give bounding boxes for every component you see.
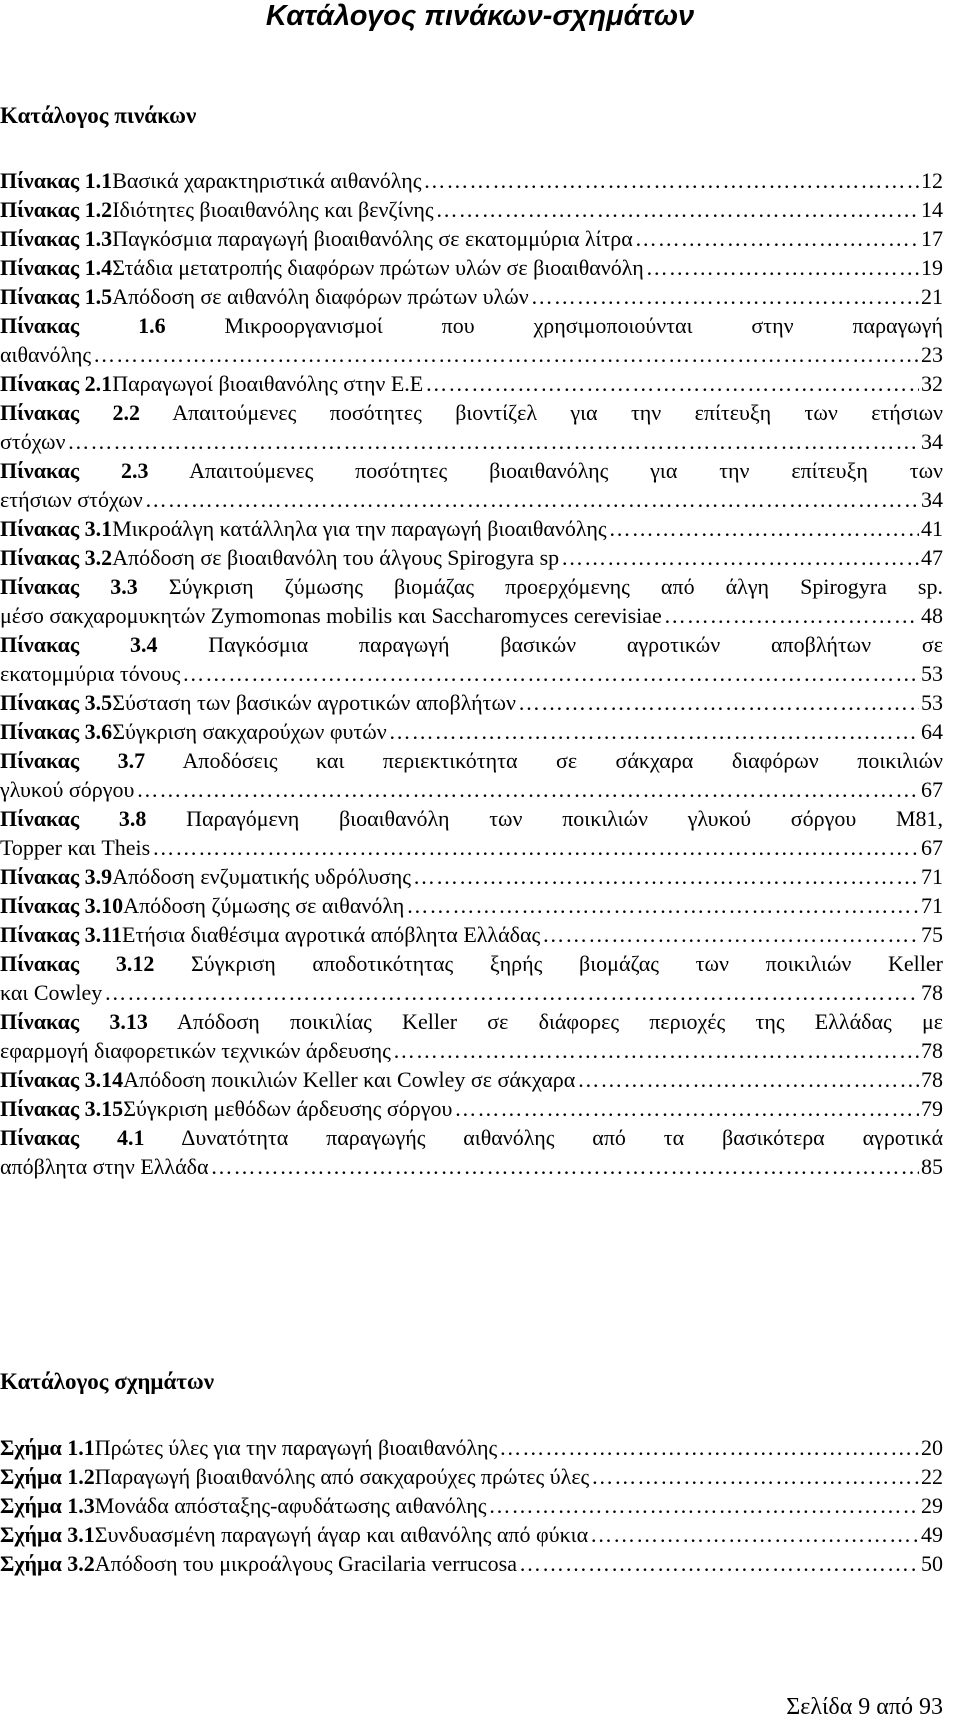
dot-leader (211, 1152, 919, 1181)
entry-label: Πίνακας 3.8 (0, 806, 147, 831)
table-entry (0, 688, 943, 717)
entry-line (0, 804, 943, 833)
entry-line (0, 340, 943, 369)
entry-title: Απόδοση του μικροάλγους Gracilaria verrucosa (94, 1551, 517, 1576)
tables-heading: Κατάλογος πινάκων (0, 103, 197, 128)
entry-title: Ετήσια διαθέσιμα αγροτικά απόβλητα Ελλάδας (121, 922, 541, 947)
entry-title: στόχων (0, 429, 66, 454)
dot-leader (136, 775, 919, 804)
dot-leader (93, 340, 919, 369)
dot-leader (423, 166, 919, 195)
entry-line (0, 978, 943, 1007)
entry-label: Πίνακας 3.13 (0, 1009, 148, 1034)
table-entry (0, 891, 943, 920)
table-entry (0, 1065, 943, 1094)
entry-page-number: 29 (921, 1493, 943, 1518)
entry-line (0, 630, 943, 659)
entry-title: Παγκόσμια παραγωγή βιοαιθανόλης σε εκατομμύρια λίτρα (112, 226, 633, 251)
entry-title: Απαιτούμενες ποσότητες βιοαιθανόλης για την επίτευξη των (189, 458, 943, 483)
entry-title: Απόδοση ζύμωσης σε αιθανόλη (123, 893, 405, 918)
entry-title: Αποδόσεις και περιεκτικότητα σε σάκχαρα διαφόρων ποικιλιών (182, 748, 943, 773)
table-entry (0, 282, 943, 311)
table-entry (0, 920, 943, 949)
entry-label: Πίνακας 1.4 (0, 255, 113, 280)
entry-label: Σχήμα 3.2 (0, 1551, 95, 1576)
entry-line (0, 1462, 943, 1491)
dot-leader (646, 253, 919, 282)
table-entry (0, 949, 943, 1007)
entry-page-number: 53 (921, 690, 943, 715)
entry-label: Πίνακας 2.2 (0, 400, 141, 425)
dot-leader (104, 978, 919, 1007)
entry-page-number: 78 (921, 1067, 943, 1092)
table-entry (0, 543, 943, 572)
entry-line (0, 282, 943, 311)
dot-leader (152, 833, 919, 862)
figure-entry (0, 1549, 943, 1578)
entry-label: Πίνακας 3.3 (0, 574, 138, 599)
entry-line (0, 1152, 943, 1181)
entry-label: Πίνακας 2.1 (0, 371, 113, 396)
entry-title: Πρώτες ύλες για την παραγωγή βιοαιθανόλης (94, 1435, 498, 1460)
entry-line (0, 688, 943, 717)
entry-line (0, 659, 943, 688)
entry-line (0, 949, 943, 978)
dot-leader (590, 1520, 919, 1549)
entry-page-number: 75 (921, 922, 943, 947)
entry-line (0, 1549, 943, 1578)
entry-page-number: 41 (921, 516, 943, 541)
entry-line (0, 456, 943, 485)
entry-label: Πίνακας 3.11 (0, 922, 122, 947)
dot-leader (425, 369, 919, 398)
dot-leader (145, 485, 919, 514)
dot-leader (393, 1036, 919, 1065)
entry-label: Πίνακας 3.4 (0, 632, 158, 657)
figures-list (0, 1433, 943, 1578)
dot-leader (591, 1462, 919, 1491)
entry-title: Topper και Theis (0, 835, 151, 860)
entry-line (0, 369, 943, 398)
entry-title: Παραγόμενη βιοαιθανόλη των ποικιλιών γλυκού σόργου M81, (186, 806, 944, 831)
dot-leader (499, 1433, 919, 1462)
entry-page-number: 17 (921, 226, 943, 251)
table-entry (0, 311, 943, 369)
table-entry (0, 1007, 943, 1065)
entry-label: Πίνακας 1.5 (0, 284, 113, 309)
entry-page-number: 67 (921, 835, 943, 860)
page-title: Κατάλογος πινάκων-σχημάτων (265, 0, 695, 32)
entry-line (0, 398, 943, 427)
entry-line (0, 1007, 943, 1036)
dot-leader (436, 195, 919, 224)
entry-label: Πίνακας 3.14 (0, 1067, 124, 1092)
table-entry (0, 195, 943, 224)
entry-title: Απόδοση σε βιοαιθανόλη του άλγους Spirogyra sp (112, 545, 560, 570)
entry-title: Στάδια μετατροπής διαφόρων πρώτων υλών σε βιοαιθανόλη (112, 255, 644, 280)
entry-line (0, 514, 943, 543)
figure-entry (0, 1433, 943, 1462)
entry-page-number: 34 (921, 429, 943, 454)
entry-label: Πίνακας 3.5 (0, 690, 113, 715)
table-entry (0, 398, 943, 456)
entry-title: Απόδοση ποικιλιών Keller και Cowley σε σάκχαρα (123, 1067, 576, 1092)
table-entry (0, 572, 943, 630)
table-entry (0, 717, 943, 746)
entry-title: Σύγκριση σακχαρούχων φυτών (112, 719, 387, 744)
entry-title: Βασικά χαρακτηριστικά αιθανόλης (112, 168, 422, 193)
entry-title: Σύγκριση αποδοτικότητας ξηρής βιομάζας των ποικιλιών Keller (191, 951, 943, 976)
entry-title: Μικροοργανισμοί που χρησιμοποιούνται στην παραγωγή (224, 313, 944, 338)
entry-label: Πίνακας 3.15 (0, 1096, 124, 1121)
entry-title: απόβλητα στην Ελλάδα (0, 1154, 209, 1179)
entry-label: Πίνακας 3.6 (0, 719, 113, 744)
table-entry (0, 456, 943, 514)
table-entry (0, 166, 943, 195)
dot-leader (67, 427, 919, 456)
dot-leader (609, 514, 919, 543)
entry-title: Μικροάλγη κατάλληλα για την παραγωγή βιοαιθανόλης (112, 516, 607, 541)
entry-title: Σύγκριση ζύμωσης βιομάζας προερχόμενης από άλγη Spirogyra sp. (168, 574, 943, 599)
entry-label: Πίνακας 3.10 (0, 893, 124, 918)
entry-page-number: 79 (921, 1096, 943, 1121)
entry-title: αιθανόλης (0, 342, 92, 367)
entry-title: Απόδοση ποικιλίας Keller σε διάφορες περιοχές της Ελλάδας με (176, 1009, 943, 1034)
entry-line (0, 485, 943, 514)
entry-label: Πίνακας 1.3 (0, 226, 113, 251)
entry-title: Ιδιότητες βιοαιθανόλης και βενζίνης (112, 197, 434, 222)
dot-leader (561, 543, 919, 572)
dot-leader (454, 1094, 919, 1123)
entry-line (0, 253, 943, 282)
figures-heading: Κατάλογος σχημάτων (0, 1369, 214, 1394)
table-entry (0, 369, 943, 398)
entry-page-number: 50 (921, 1551, 943, 1576)
entry-line (0, 1520, 943, 1549)
entry-label: Πίνακας 3.1 (0, 516, 113, 541)
dot-leader (406, 891, 919, 920)
entry-page-number: 64 (921, 719, 943, 744)
entry-title: Απόδοση σε αιθανόλη διαφόρων πρώτων υλών (112, 284, 529, 309)
dot-leader (413, 862, 919, 891)
entry-line (0, 224, 943, 253)
entry-title: Απαιτούμενες ποσότητες βιοντίζελ για την επίτευξη των ετήσιων (172, 400, 943, 425)
table-entry (0, 862, 943, 891)
entry-page-number: 47 (921, 545, 943, 570)
entry-line (0, 1123, 943, 1152)
table-entry (0, 514, 943, 543)
table-entry (0, 253, 943, 282)
entry-page-number: 21 (921, 284, 943, 309)
entry-line (0, 601, 943, 630)
entry-label: Σχήμα 1.2 (0, 1464, 95, 1489)
entry-line (0, 311, 943, 340)
entry-line (0, 1491, 943, 1520)
entry-title: Απόδοση ενζυματικής υδρόλυσης (112, 864, 411, 889)
entry-line (0, 717, 943, 746)
entry-title: Δυνατότητα παραγωγής αιθανόλης από τα βασικότερα αγροτικά (181, 1125, 943, 1150)
table-entry (0, 804, 943, 862)
entry-line (0, 1036, 943, 1065)
entry-label: Πίνακας 1.1 (0, 168, 113, 193)
dot-leader (542, 920, 919, 949)
entry-title: εφαρμογή διαφορετικών τεχνικών άρδευσης (0, 1038, 391, 1063)
entry-page-number: 20 (921, 1435, 943, 1460)
entry-page-number: 49 (921, 1522, 943, 1547)
entry-line (0, 1433, 943, 1462)
entry-page-number: 14 (921, 197, 943, 222)
entry-label: Πίνακας 1.2 (0, 197, 113, 222)
entry-label: Πίνακας 2.3 (0, 458, 149, 483)
page-number-footer: Σελίδα 9 από 93 (786, 1694, 943, 1720)
entry-page-number: 48 (921, 603, 943, 628)
tables-list (0, 166, 943, 1181)
entry-page-number: 12 (921, 168, 943, 193)
entry-page-number: 78 (921, 1038, 943, 1063)
entry-line (0, 543, 943, 572)
entry-label: Σχήμα 1.3 (0, 1493, 95, 1518)
entry-line (0, 746, 943, 775)
entry-line (0, 833, 943, 862)
figure-entry (0, 1491, 943, 1520)
entry-page-number: 85 (921, 1154, 943, 1179)
entry-label: Πίνακας 3.9 (0, 864, 113, 889)
table-entry (0, 746, 943, 804)
entry-page-number: 32 (921, 371, 943, 396)
entry-label: Πίνακας 1.6 (0, 313, 166, 338)
dot-leader (489, 1491, 920, 1520)
entry-line (0, 891, 943, 920)
entry-page-number: 19 (921, 255, 943, 280)
table-entry (0, 1094, 943, 1123)
entry-title: γλυκού σόργου (0, 777, 135, 802)
entry-label: Πίνακας 3.12 (0, 951, 155, 976)
entry-title: Παραγωγή βιοαιθανόλης από σακχαρούχες πρώτες ύλες (94, 1464, 590, 1489)
entry-line (0, 920, 943, 949)
figure-entry (0, 1462, 943, 1491)
entry-page-number: 23 (921, 342, 943, 367)
dot-leader (635, 224, 919, 253)
dot-leader (389, 717, 919, 746)
dot-leader (531, 282, 919, 311)
figure-entry (0, 1520, 943, 1549)
dot-leader (182, 659, 919, 688)
entry-title: Σύσταση των βασικών αγροτικών αποβλήτων (112, 690, 516, 715)
entry-label: Πίνακας 3.7 (0, 748, 146, 773)
entry-page-number: 67 (921, 777, 943, 802)
entry-line (0, 1094, 943, 1123)
entry-page-number: 78 (921, 980, 943, 1005)
entry-title: μέσο σακχαρομυκητών Zymomonas mobilis και Saccharomyces cerevisiae (0, 603, 662, 628)
entry-title: Σύγκριση μεθόδων άρδευσης σόργου (123, 1096, 453, 1121)
dot-leader (577, 1065, 919, 1094)
dot-leader (664, 601, 919, 630)
entry-page-number: 34 (921, 487, 943, 512)
entry-line (0, 862, 943, 891)
table-entry (0, 630, 943, 688)
entry-label: Πίνακας 3.2 (0, 545, 113, 570)
entry-label: Σχήμα 1.1 (0, 1435, 95, 1460)
table-entry (0, 224, 943, 253)
entry-title: εκατομμύρια τόνους (0, 661, 181, 686)
dot-leader (518, 688, 919, 717)
entry-line (0, 166, 943, 195)
entry-title: Μονάδα απόσταξης-αφυδάτωσης αιθανόλης (94, 1493, 487, 1518)
entry-title: ετήσιων στόχων (0, 487, 143, 512)
entry-page-number: 71 (921, 864, 943, 889)
entry-line (0, 427, 943, 456)
entry-title: και Cowley (0, 980, 103, 1005)
entry-label: Σχήμα 3.1 (0, 1522, 95, 1547)
entry-line (0, 195, 943, 224)
entry-line (0, 1065, 943, 1094)
entry-line (0, 775, 943, 804)
entry-page-number: 22 (921, 1464, 943, 1489)
dot-leader (519, 1549, 919, 1578)
entry-title: Συνδυασμένη παραγωγή άγαρ και αιθανόλης από φύκια (94, 1522, 589, 1547)
entry-page-number: 71 (921, 893, 943, 918)
entry-page-number: 53 (921, 661, 943, 686)
entry-title: Παγκόσμια παραγωγή βασικών αγροτικών αποβλήτων σε (208, 632, 944, 657)
entry-label: Πίνακας 4.1 (0, 1125, 145, 1150)
table-entry (0, 1123, 943, 1181)
entry-line (0, 572, 943, 601)
entry-title: Παραγωγοί βιοαιθανόλης στην Ε.Ε (112, 371, 424, 396)
